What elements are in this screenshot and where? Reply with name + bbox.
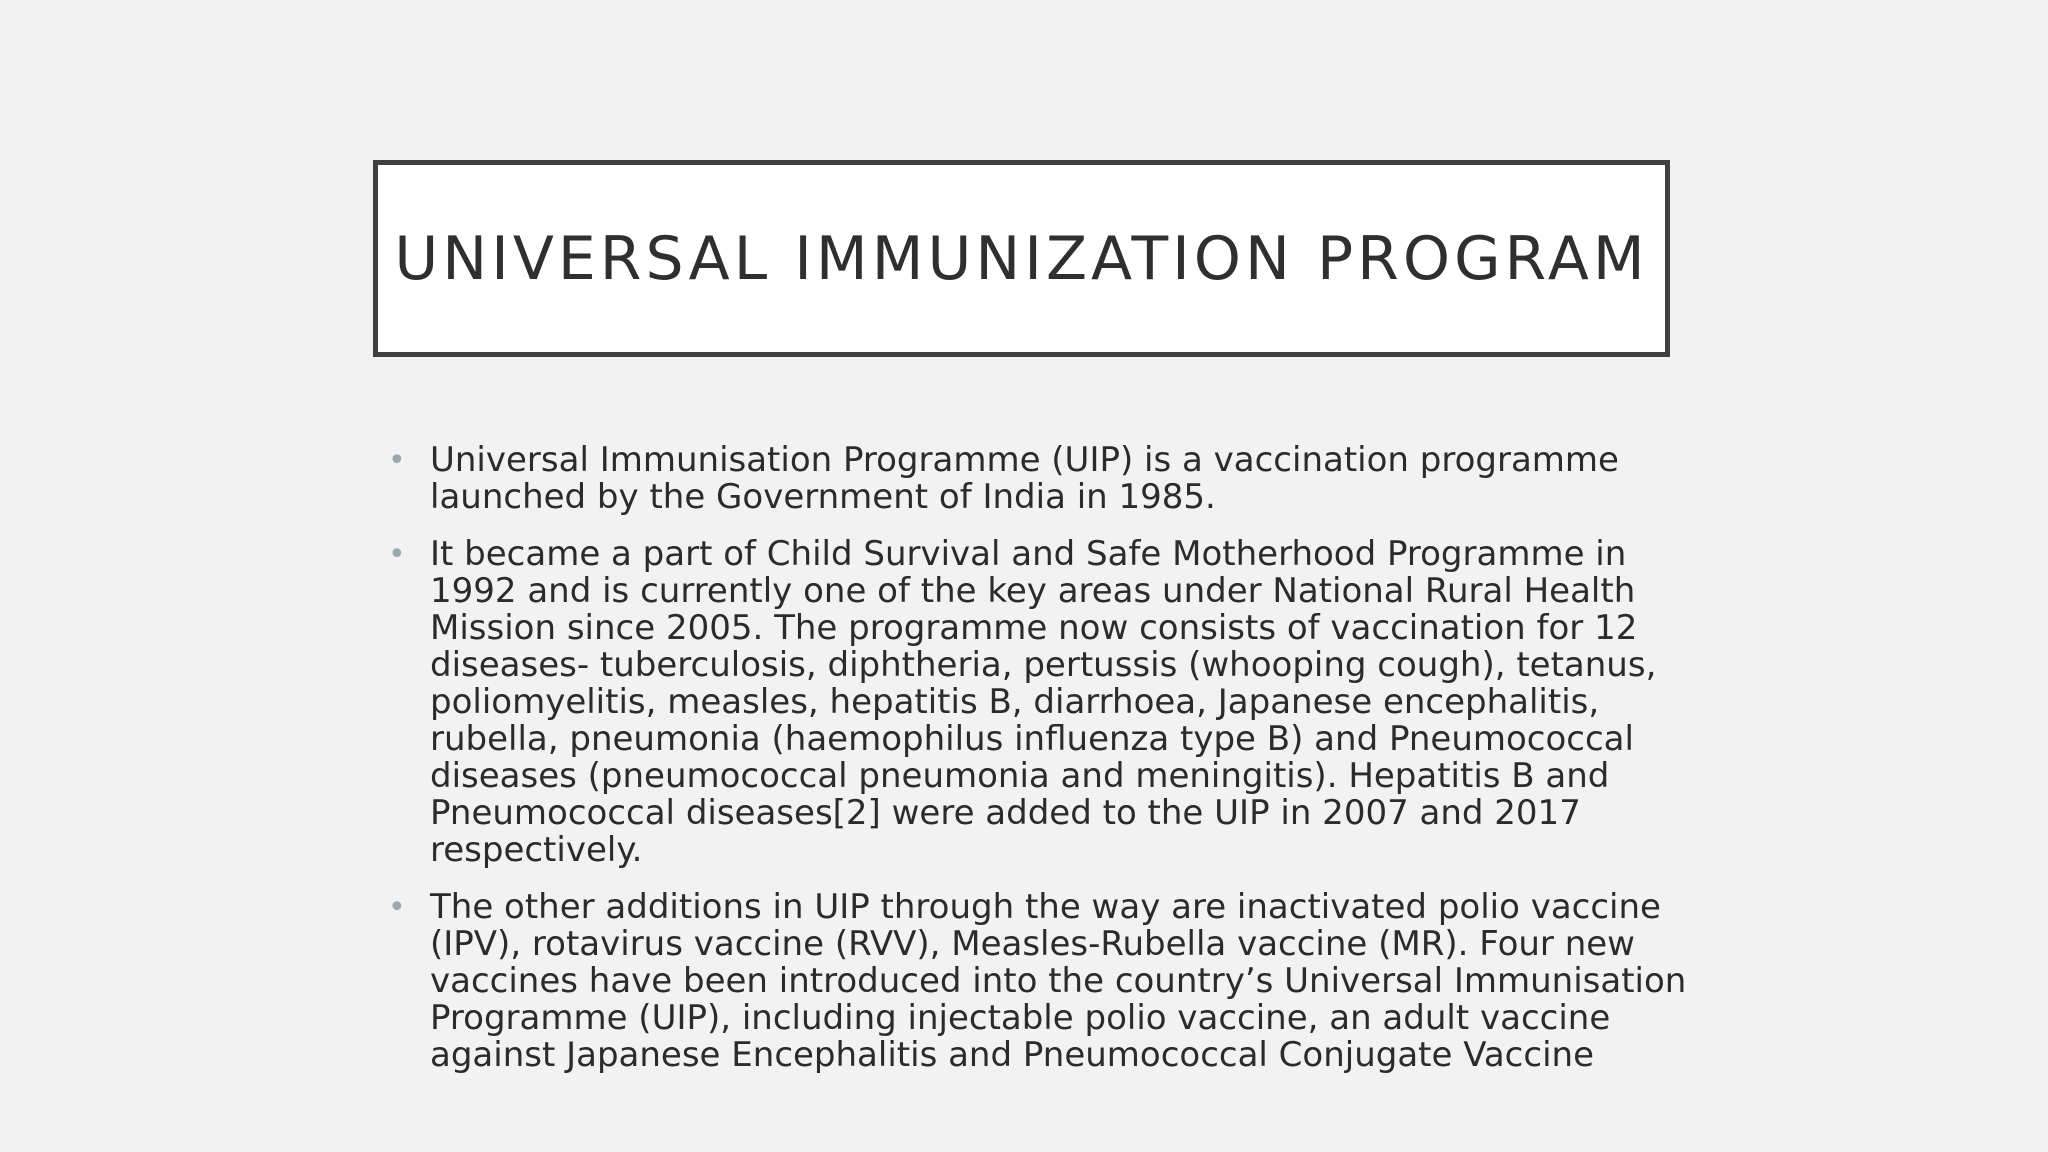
- bullet-text: The other additions in UIP through the way are inactivated polio vaccine (IPV), rotavirus vaccine (RVV), Measles-Rubella vaccine (MR). Four new vaccines have been introduced into the country’s Universal Immunisation Programme (UIP), including injectable polio vaccine, an adult vaccine against Japanese Encephalitis and Pneumococcal Conjugate Vaccine: [430, 887, 1687, 1075]
- bullet-list: [388, 442, 1688, 1074]
- slide-title: UNIVERSAL IMMUNIZATION PROGRAM: [394, 223, 1649, 294]
- bullet-item: [388, 536, 1688, 869]
- bullet-icon: •: [388, 537, 406, 572]
- bullet-text: Universal Immunisation Programme (UIP) is a vaccination programme launched by the Government of India in 1985.: [430, 440, 1619, 517]
- bullet-icon: •: [388, 443, 406, 478]
- slide-content: [388, 442, 1688, 1094]
- bullet-icon: •: [388, 890, 406, 925]
- title-box: [373, 160, 1670, 357]
- bullet-item: [388, 442, 1688, 516]
- bullet-text: It became a part of Child Survival and Safe Motherhood Programme in 1992 and is currently one of the key areas under National Rural Health Mission since 2005. The programme now consists of vaccination for 12 diseases- tuberculosis, diphtheria, pertussis (whooping cough), tetanus, poliomyelitis, measles, hepatitis B, diarrhoea, Japanese encephalitis, rubella, pneumonia (haemophilus influenza type B) and Pneumococcal diseases (pneumococcal pneumonia and meningitis). Hepatitis B and Pneumococcal diseases[2] were added to the UIP in 2007 and 2017 respectively.: [430, 534, 1657, 870]
- bullet-item: [388, 889, 1688, 1074]
